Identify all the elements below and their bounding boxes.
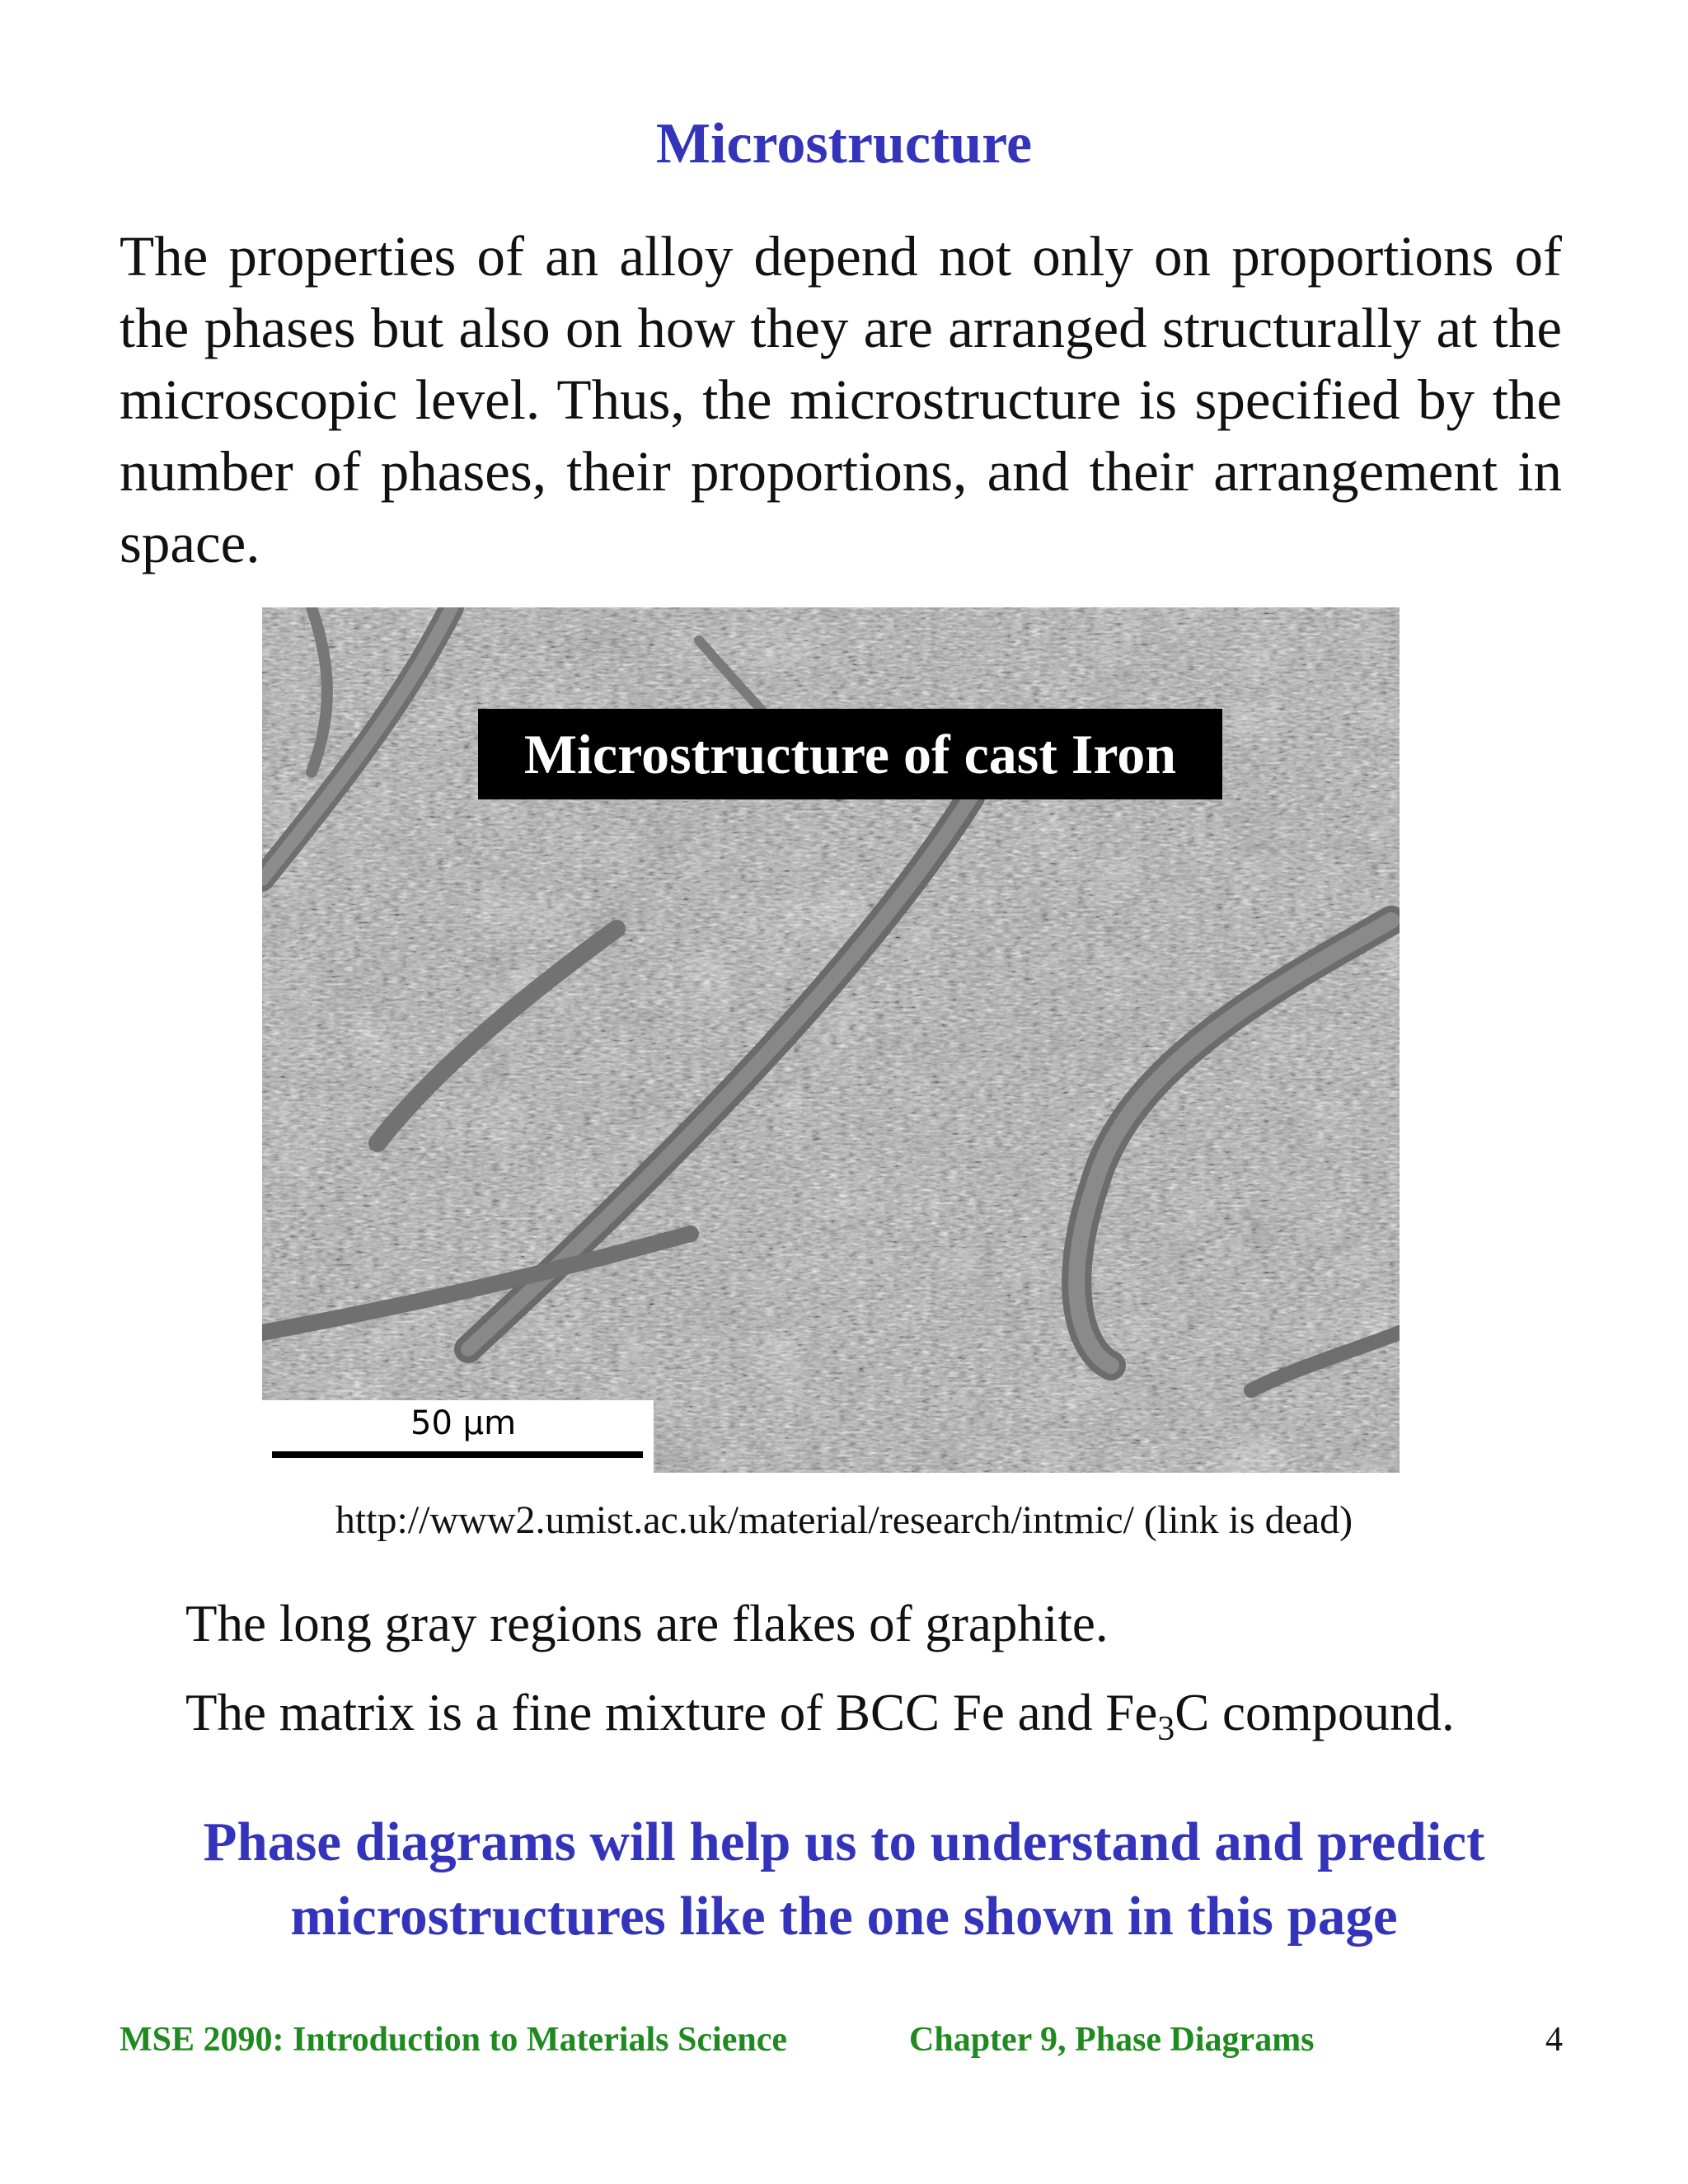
page-title: Microstructure [655,112,1033,176]
body-line-graphite: The long gray regions are flakes of graphite. [185,1595,1109,1652]
scale-bar-label: 50 µm [410,1404,517,1442]
scale-bar-line [272,1451,643,1458]
matrix-text-before: The matrix is a fine mixture of BCC Fe and Fe [185,1684,1158,1741]
intro-paragraph: The properties of an alloy depend not only on proportions of the phases but also on how they are arranged structurally at the microscopic level. Thus, the microstructure is specified by the number of phases, their proportions, and their arrangement in space. [120,225,1562,574]
figure-caption: http://www2.umist.ac.uk/material/research/intmic/ (link is dead) [335,1498,1353,1542]
conclusion-line-1: Phase diagrams will help us to understand and predict [203,1811,1485,1872]
page-number: 4 [1545,2021,1563,2059]
microstructure-image [262,607,1400,1473]
matrix-text-after: C compound. [1175,1684,1455,1741]
footer-chapter: Chapter 9, Phase Diagrams [909,2021,1315,2059]
figure-label: Microstructure of cast Iron [478,709,1222,799]
scale-bar [262,1400,654,1473]
footer-course: MSE 2090: Introduction to Materials Science [120,2021,787,2059]
conclusion-line-2: microstructures like the one shown in this page [290,1886,1398,1947]
subscript-3: 3 [1157,1710,1175,1748]
body-line-matrix [185,1680,1455,1746]
conclusion-statement [0,1805,1688,1953]
